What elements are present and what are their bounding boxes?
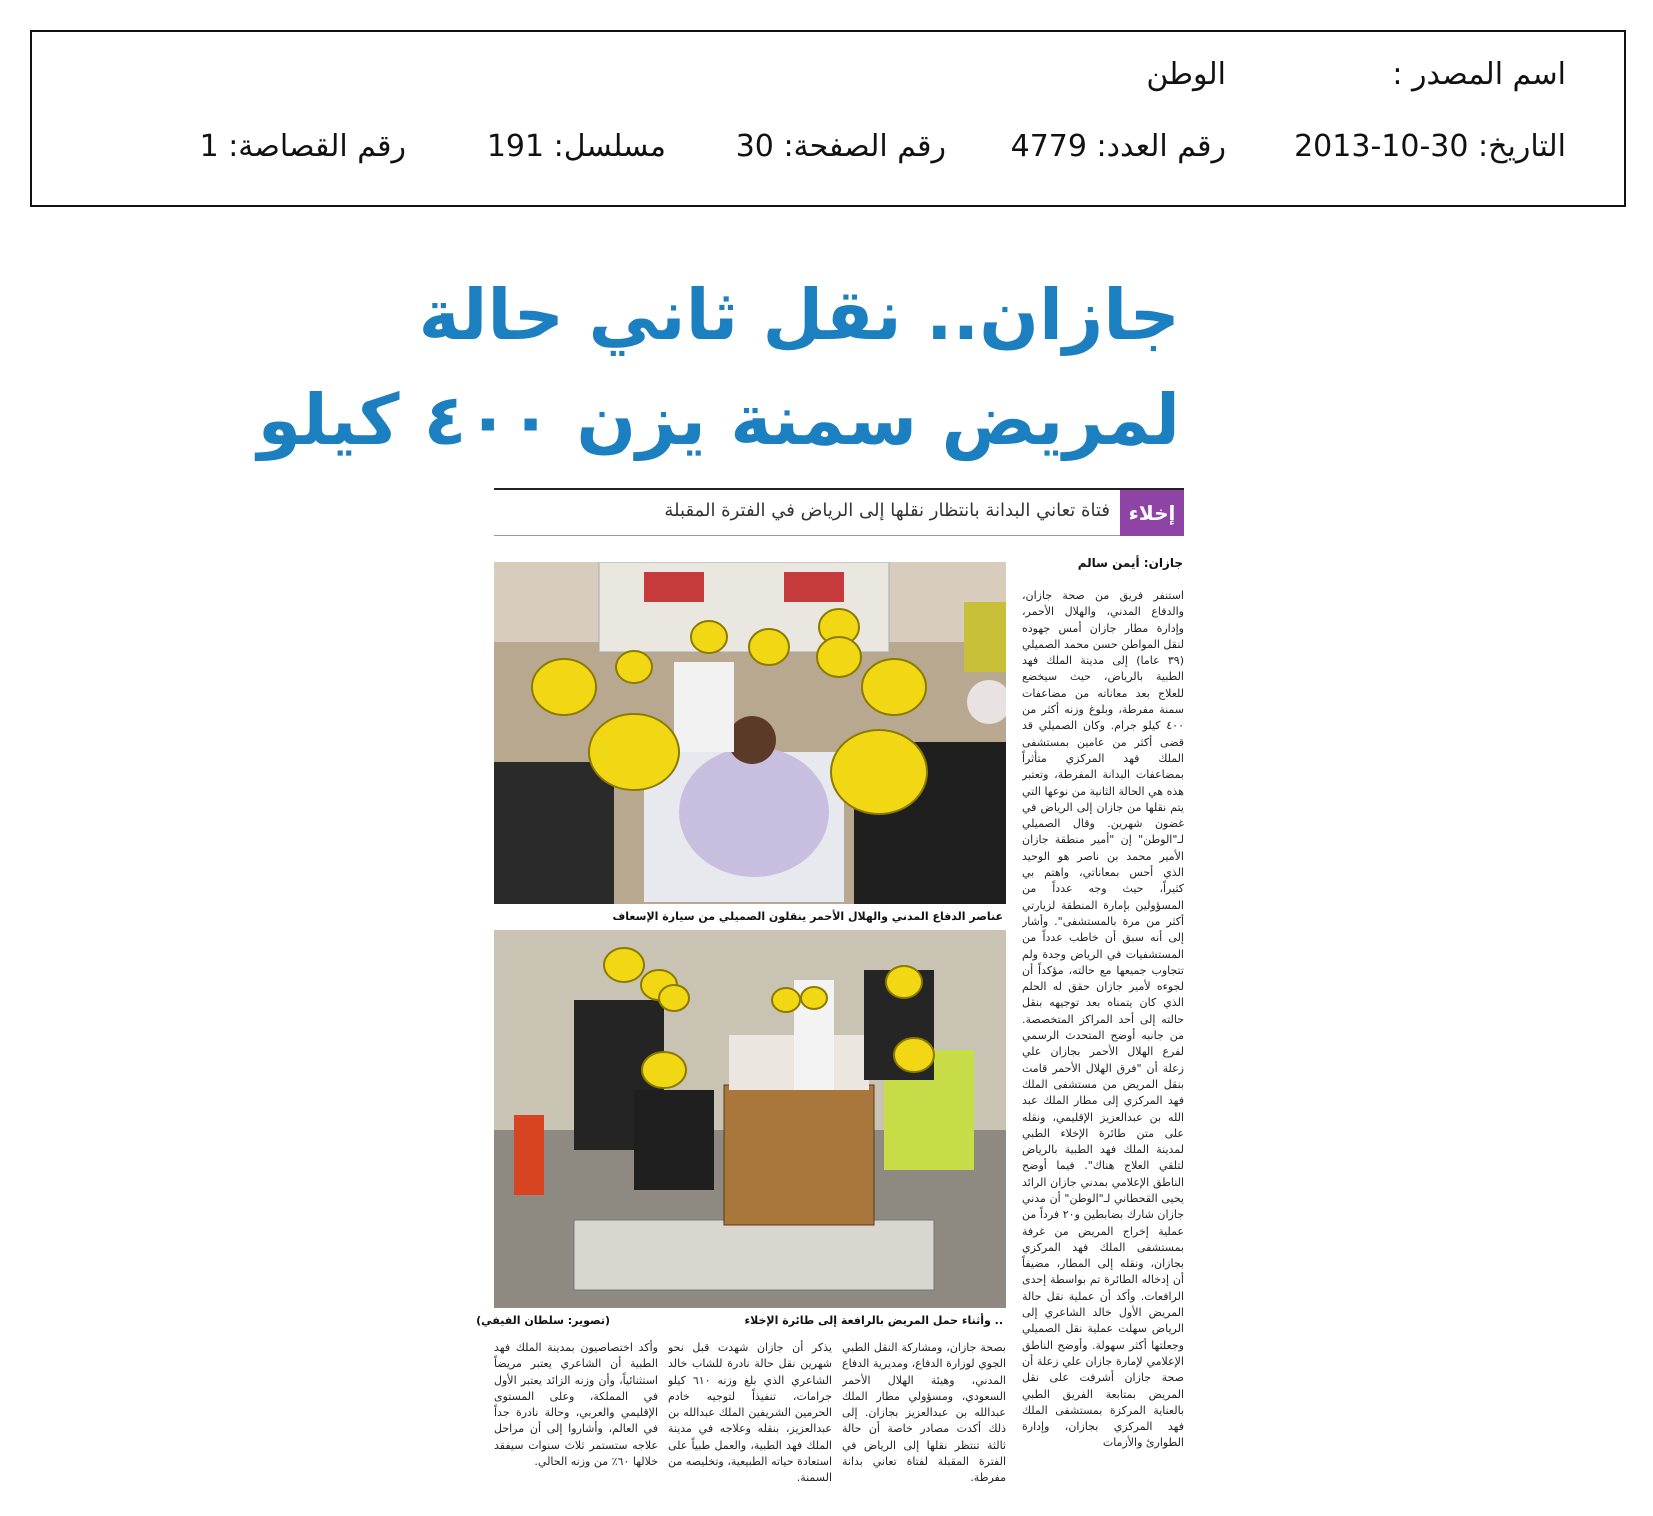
kicker-bar xyxy=(494,488,1184,536)
article-column-bottom-1 xyxy=(842,1340,1006,1485)
article-column-bottom-2 xyxy=(668,1340,832,1485)
headline-line-1: جازان.. نقل ثاني حالة xyxy=(418,274,1180,356)
date-field: التاريخ: 30-10-2013 xyxy=(1294,129,1566,164)
article-text-bottom-3: وأكد اختصاصيون بمدينة الملك فهد الطبية أن الشاعري يعتبر مريضاً استثنائياً، وأن وزنه الزائد يعتبر الأول في المملكة، وعلى المستوى الإقليمي والعربي، وحالة نادرة جداً في العالم، وأشاروا إلى أن مراحل علاجه ستستمر ثلاث سنوات سيفقد خلالها ٦٠٪ من وزنه الحالي. xyxy=(494,1341,658,1469)
photo-ambulance-transfer xyxy=(494,562,1006,904)
photo-caption-2: .. وأثناء حمل المريض بالرافعة إلى طائرة الإخلاء xyxy=(744,1314,1003,1327)
article-text-bottom-1: بصحة جازان، ومشاركة النقل الطبي الجوي لوزارة الدفاع، ومديرية الدفاع المدني، وهيئة الهلال الأحمر السعودي، ومسؤولي مطار الملك عبدالله بن عبدالعزيز بجازان. إلى ذلك أكدت مصادر خاصة أن حالة ثالثة تنتظر نقلها إلى الرياض في الفترة المقبلة لفتاة تعاني بدانة مفرطة. xyxy=(842,1341,1006,1485)
page-field: رقم الصفحة: 30 xyxy=(735,129,946,164)
source-value: الوطن xyxy=(1146,57,1226,92)
headline-line-2: لمريض سمنة يزن ٤٠٠ كيلو xyxy=(257,379,1180,461)
photo-lift-illustration xyxy=(494,930,1006,1308)
article-column-right xyxy=(1022,588,1184,1484)
article-text-bottom-2: يذكر أن جازان شهدت قبل نحو شهرين نقل حالة نادرة للشاب خالد الشاعري الذي بلغ وزنه ٦١٠ كيلو جرامات، تنفيذاً لتوجيه خادم الحرمين الشريفين الملك عبدالله بن عبدالعزيز، بنقله وعلاجه في مدينة الملك فهد الطبية، والعمل طبياً على استعادة حياته الطبيعية، وتخليصه من السمنة. xyxy=(668,1341,832,1485)
photo-lift-to-plane xyxy=(494,930,1006,1308)
issue-field: رقم العدد: 4779 xyxy=(1010,129,1226,164)
kicker-tag: إخلاء xyxy=(1120,490,1184,536)
photo-ambulance-illustration xyxy=(494,562,1006,904)
serial-field: مسلسل: 191 xyxy=(486,129,666,164)
photo-credit: (تصوير: سلطان الفيفي) xyxy=(476,1314,610,1327)
article-text-right: استنفر فريق من صحة جازان، والدفاع المدني، والهلال الأحمر، وإدارة مطار جازان أمس جهوده لنقل المواطن حسن محمد الصميلي (٣٩ عاما) إلى مدينة الملك فهد الطبية بالرياض، حيث سيخضع للعلاج بعد معاناته من مضاعفات سمنة مفرطة، وبلوغ وزنه أكثر من ٤٠٠ كيلو جرام. وكان الصميلي قد قضى أكثر من عامين بمستشفى الملك فهد المركزي متأثراً بمضاعفات البدانة المفرطة، وتعتبر هذه هي الحالة الثانية من نوعها التي يتم نقلها من جازان إلى الرياض في غضون شهرين. وقال الصميلي لـ"الوطن" إن "أمير منطقة جازان الأمير محمد بن ناصر هو الوحيد الذي أحس بمعاناتي، واهتم بي كثيراً، حيث وجه عدداً من المسؤولين بإمارة المنطقة لزيارتي أكثر من مرة بالمستشفى". وأشار إلى أنه سبق أن خاطب عدداً من المستشفيات في الرياض وجدة ولم تتجاوب جميعها مع حالته، مؤكداً أن لجوءه لأمير جازان حقق له الحلم الذي كان يتمناه بعد توجيهه بنقل حالته إلى أحد المراكز المتخصصة. من جانبه أوضح المتحدث الرسمي لفرع الهلال الأحمر بجازان علي زعلة أن "فرق الهلال الأحمر قامت بنقل المريض من مستشفى الملك فهد المركزي إلى مطار الملك عبد الله بن عبدالعزيز الإقليمي، ونقله على متن طائرة الإخلاء الطبي لمدينة الملك فهد الطبية بالرياض لتلقي العلاج هناك". فيما أوضح الناطق الإعلامي بمدني جازان الرائد يحيى القحطاني لـ"الوطن" أن مدني جازان شارك بضابطين و٢٠ فرداً من عملية إخراج المريض من غرفة بمستشفى الملك فهد المركزي بجازان، ونقله إلى المطار، مضيفاً أن إدخاله الطائرة تم بواسطة إحدى الرافعات. وأكد أن عملية نقل حالة المريض الأول خالد الشاعري إلى الرياض سهلت عملية نقل الصميلي وجعلتها أكثر سهولة. وأوضح الناطق الإعلامي لإمارة جازان علي زعلة أن صحة جازان أشرفت على نقل المريض بمتابعة الفريق الطبي بالعناية المركزة بمستشفى الملك فهد المركزي بجازان، وإدارة الطوارئ والأزمات xyxy=(1022,589,1184,1450)
byline: جازان: أيمن سالم xyxy=(1077,556,1183,570)
subheadline: فتاة تعاني البدانة بانتظار نقلها إلى الرياض في الفترة المقبلة xyxy=(664,500,1110,521)
source-info-box xyxy=(30,30,1626,207)
article-column-bottom-3 xyxy=(494,1340,658,1485)
photo-caption-1: عناصر الدفاع المدني والهلال الأحمر ينقلون الصميلي من سيارة الإسعاف xyxy=(612,910,1003,923)
clip-field: رقم القصاصة: 1 xyxy=(199,129,406,164)
source-label: اسم المصدر : xyxy=(1392,57,1566,92)
